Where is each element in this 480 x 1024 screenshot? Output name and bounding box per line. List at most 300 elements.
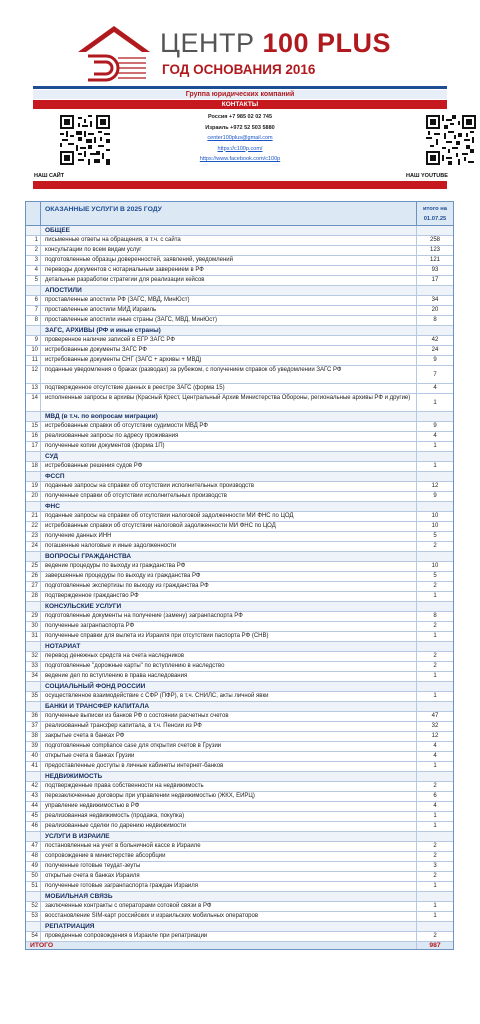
row-value: 4 — [433, 753, 437, 759]
facebook-link[interactable]: https://www.facebook.com/c100p — [199, 156, 281, 162]
table-total-header: итого на 01.07.25 — [422, 206, 448, 222]
row-text: реализованный трансфер капитала, в т.ч. Пенсии из РФ — [41, 722, 417, 731]
row-value: 1 — [433, 913, 437, 919]
section-header-row — [26, 226, 453, 236]
row-text: подготовленные документы на получение (замену) загранпаспорта РФ — [41, 612, 417, 621]
group-banner: Группа юридических компаний — [33, 90, 447, 99]
table-row — [26, 542, 453, 552]
table-row — [26, 692, 453, 702]
row-text: истребованные справки об отсутствии судимости МВД РФ — [41, 422, 417, 431]
row-text: переводы документов с нотариальным заверением в РФ — [41, 266, 417, 275]
table-row — [26, 882, 453, 892]
row-value: 12 — [431, 483, 439, 489]
table-row — [26, 802, 453, 812]
row-text: ведение дел по вступлению в права наследования — [41, 672, 417, 681]
table-row — [26, 862, 453, 872]
row-text: полученные справки об отсутствии исполнительных производств — [41, 492, 417, 501]
row-number: 9 — [26, 336, 41, 345]
row-number: 27 — [26, 582, 41, 591]
section-header-row — [26, 702, 453, 712]
table-row — [26, 822, 453, 832]
row-number: 23 — [26, 532, 41, 541]
row-number: 11 — [26, 356, 41, 365]
section-header-row — [26, 552, 453, 562]
row-value: 4 — [433, 803, 437, 809]
row-value — [417, 642, 453, 651]
row-text: заключенные контракты с операторами сотовой связи в РФ — [41, 902, 417, 911]
row-value — [417, 892, 453, 901]
row-text: подготовленные compliance case для открытия счетов в Грузии — [41, 742, 417, 751]
row-number: 18 — [26, 462, 41, 471]
qr-site-label: НАШ САЙТ — [34, 173, 65, 179]
section-title: ОБЩЕЕ — [41, 226, 417, 235]
row-text: постановленные на учет в больничной кассе в Израиле — [41, 842, 417, 851]
total-value: 987 — [429, 942, 441, 949]
table-row — [26, 296, 453, 306]
row-value: 1 — [433, 400, 437, 406]
row-value: 1 — [433, 593, 437, 599]
row-number: 12 — [26, 366, 41, 383]
row-number: 46 — [26, 822, 41, 831]
row-value: 4 — [433, 743, 437, 749]
row-number: 21 — [26, 512, 41, 521]
row-text: реализованные сделки по дарению недвижимости — [41, 822, 417, 831]
row-text: проставленные апостили МИД Израиль — [41, 306, 417, 315]
table-row — [26, 792, 453, 802]
table-row — [26, 852, 453, 862]
row-value: 93 — [431, 267, 439, 273]
row-number: 28 — [26, 592, 41, 601]
table-row — [26, 422, 453, 432]
row-value: 8 — [433, 317, 437, 323]
table-row — [26, 652, 453, 662]
row-value: 2 — [433, 653, 437, 659]
row-text: подготовленные "дорожные карты" по вступлению в наследство — [41, 662, 417, 671]
section-title: НОТАРИАТ — [41, 642, 417, 651]
row-text: подготовленные образцы доверенностей, заявлений, уведомлений — [41, 256, 417, 265]
row-number: 45 — [26, 812, 41, 821]
total-label: ИТОГО — [26, 942, 417, 949]
row-number: 35 — [26, 692, 41, 701]
row-text: истребованные документы ЗАГС РФ — [41, 346, 417, 355]
row-value: 3 — [433, 863, 437, 869]
table-row — [26, 384, 453, 394]
row-text: подтвержденное отсутствие данных в реестре ЗАГС (форма 15) — [41, 384, 417, 393]
row-number — [26, 226, 41, 235]
row-number: 8 — [26, 316, 41, 325]
row-number: 49 — [26, 862, 41, 871]
section-header-row — [26, 892, 453, 902]
row-value — [417, 832, 453, 841]
row-number: 29 — [26, 612, 41, 621]
row-text: подтвержденные права собственности на недвижимость — [41, 782, 417, 791]
table-row — [26, 932, 453, 942]
section-title: АПОСТИЛИ — [41, 286, 417, 295]
row-text: ведение процедуры по выходу из гражданства РФ — [41, 562, 417, 571]
row-value — [417, 412, 453, 421]
row-number: 52 — [26, 902, 41, 911]
row-value: 1 — [433, 763, 437, 769]
row-value — [417, 452, 453, 461]
row-value — [417, 472, 453, 481]
table-row — [26, 442, 453, 452]
row-value: 1 — [433, 633, 437, 639]
services-table — [25, 201, 454, 950]
row-value: 2 — [433, 933, 437, 939]
table-row — [26, 762, 453, 772]
row-number: 37 — [26, 722, 41, 731]
email-link[interactable]: center100plus@gmail.com — [207, 135, 273, 141]
table-row — [26, 482, 453, 492]
row-number — [26, 602, 41, 611]
row-number — [26, 702, 41, 711]
section-title: ЗАГС, АРХИВЫ (РФ и иные страны) — [41, 326, 417, 335]
row-value: 258 — [429, 237, 440, 243]
row-number — [26, 642, 41, 651]
section-title: ВОПРОСЫ ГРАЖДАНСТВА — [41, 552, 417, 561]
row-text: консультации по всем видам услуг — [41, 246, 417, 255]
section-header-row — [26, 922, 453, 932]
row-value: 9 — [433, 493, 437, 499]
row-number: 13 — [26, 384, 41, 393]
row-text: полученные загранпаспорта РФ — [41, 622, 417, 631]
section-title: ФНС — [41, 502, 417, 511]
row-text: истребованные решения судов РФ — [41, 462, 417, 471]
row-value: 8 — [433, 613, 437, 619]
row-number: 10 — [26, 346, 41, 355]
row-number: 19 — [26, 482, 41, 491]
row-value — [417, 682, 453, 691]
row-number — [26, 682, 41, 691]
row-number: 7 — [26, 306, 41, 315]
row-number: 53 — [26, 912, 41, 921]
site-link[interactable]: https://c100p.com/ — [217, 145, 263, 152]
table-row — [26, 622, 453, 632]
table-title: ОКАЗАННЫЕ УСЛУГИ В 2025 ГОДУ — [41, 202, 417, 225]
row-value: 5 — [433, 573, 437, 579]
row-number: 36 — [26, 712, 41, 721]
table-row — [26, 722, 453, 732]
row-value: 4 — [433, 433, 437, 439]
qr-youtube-label: НАШ YOUTUBE — [406, 173, 448, 179]
contacts-banner: КОНТАКТЫ — [33, 100, 447, 109]
section-header-row — [26, 286, 453, 296]
row-value — [417, 772, 453, 781]
row-value: 1 — [433, 883, 437, 889]
row-number: 32 — [26, 652, 41, 661]
row-value — [417, 502, 453, 511]
row-value — [417, 552, 453, 561]
row-text: полученные выписки из банков РФ о состоянии расчетных счетов — [41, 712, 417, 721]
table-row — [26, 662, 453, 672]
section-title: УСЛУГИ В ИЗРАИЛЕ — [41, 832, 417, 841]
section-header-row — [26, 642, 453, 652]
row-number: 41 — [26, 762, 41, 771]
table-row — [26, 732, 453, 742]
row-text: полученные справки для вылета из Израиля при отсутствии паспорта РФ (СНВ) — [41, 632, 417, 641]
row-value: 9 — [433, 357, 437, 363]
row-number: 43 — [26, 792, 41, 801]
section-header-row — [26, 452, 453, 462]
section-title: МВД (в т.ч. по вопросам миграции) — [41, 412, 417, 421]
row-number: 17 — [26, 442, 41, 451]
table-row — [26, 266, 453, 276]
row-number: 47 — [26, 842, 41, 851]
row-number — [26, 892, 41, 901]
table-row — [26, 582, 453, 592]
row-text: поданные запросы на справки об отсутствии налоговой задолженности МИ ФНС по ЦОД — [41, 512, 417, 521]
row-text: открытые счета в банках Грузии — [41, 752, 417, 761]
row-value: 2 — [433, 663, 437, 669]
table-row — [26, 632, 453, 642]
divider-bar — [33, 86, 447, 89]
row-number: 16 — [26, 432, 41, 441]
row-value: 24 — [431, 347, 439, 353]
table-row — [26, 432, 453, 442]
row-text: полученные готовые теудат-зеуты — [41, 862, 417, 871]
row-number: 26 — [26, 572, 41, 581]
divider-bar-red — [33, 181, 447, 189]
row-text: поданные запросы на справки об отсутствии исполнительных производств — [41, 482, 417, 491]
row-text: проставленные апостили иные страны (ЗАГС, МВД, МинЮст) — [41, 316, 417, 325]
table-row — [26, 356, 453, 366]
row-number: 30 — [26, 622, 41, 631]
row-value: 34 — [431, 297, 439, 303]
row-text: подготовленные экспертизы по выходу из гражданства РФ — [41, 582, 417, 591]
qr-youtube-icon[interactable] — [426, 115, 476, 165]
row-text: поданные уведомления о браках (разводах) за рубежом, с получением справок об уведомлении ЗАГС РФ — [41, 366, 417, 383]
row-number — [26, 552, 41, 561]
row-number — [26, 502, 41, 511]
table-row — [26, 394, 453, 412]
row-number — [26, 922, 41, 931]
row-number: 38 — [26, 732, 41, 741]
row-value: 2 — [433, 853, 437, 859]
row-number: 14 — [26, 394, 41, 411]
table-row — [26, 672, 453, 682]
row-text: закрытые счета в банках РФ — [41, 732, 417, 741]
row-text: сопровождение в министерстве абсорбции — [41, 852, 417, 861]
row-value: 10 — [431, 563, 439, 569]
row-number: 33 — [26, 662, 41, 671]
founded-year: ГОД ОСНОВАНИЯ 2016 — [162, 62, 316, 77]
row-number: 50 — [26, 872, 41, 881]
row-text: проверенное наличие записей в ЕГР ЗАГС РФ — [41, 336, 417, 345]
row-value: 17 — [431, 277, 439, 283]
section-header-row — [26, 832, 453, 842]
section-title: МОБИЛЬНАЯ СВЯЗЬ — [41, 892, 417, 901]
row-number — [26, 472, 41, 481]
row-value: 123 — [429, 247, 440, 253]
row-text: перевод денежных средств на счета наследников — [41, 652, 417, 661]
row-value: 1 — [433, 693, 437, 699]
row-number: 44 — [26, 802, 41, 811]
row-number: 51 — [26, 882, 41, 891]
row-value: 6 — [433, 793, 437, 799]
section-header-row — [26, 326, 453, 336]
row-value: 9 — [433, 423, 437, 429]
table-row — [26, 902, 453, 912]
row-number: 25 — [26, 562, 41, 571]
section-title: БАНКИ И ТРАНСФЕР КАПИТАЛА — [41, 702, 417, 711]
table-row — [26, 522, 453, 532]
row-number — [26, 326, 41, 335]
row-number: 48 — [26, 852, 41, 861]
table-row — [26, 532, 453, 542]
section-header-row — [26, 682, 453, 692]
table-row — [26, 276, 453, 286]
row-value — [417, 286, 453, 295]
row-number — [26, 832, 41, 841]
row-text: перезаключенные договоры при управлении недвижимостью (ЖКХ, ЕИРЦ) — [41, 792, 417, 801]
row-value: 1 — [433, 903, 437, 909]
row-number: 1 — [26, 236, 41, 245]
table-row — [26, 842, 453, 852]
row-text: полученные готовые загранпаспорта граждан Израиля — [41, 882, 417, 891]
table-total-row — [26, 942, 453, 949]
row-value: 2 — [433, 783, 437, 789]
row-text: реализованные запросы по адресу проживания — [41, 432, 417, 441]
row-value: 42 — [431, 337, 439, 343]
row-number: 40 — [26, 752, 41, 761]
brand-word1: ЦЕНТР — [160, 28, 255, 58]
row-value: 10 — [431, 513, 439, 519]
section-title: СУД — [41, 452, 417, 461]
row-number: 6 — [26, 296, 41, 305]
row-value: 1 — [433, 673, 437, 679]
logo-house-icon — [74, 22, 154, 86]
table-row — [26, 366, 453, 384]
row-text: предоставленные доступы в личные кабинеты интернет-банков — [41, 762, 417, 771]
row-value: 12 — [431, 733, 439, 739]
table-row — [26, 612, 453, 622]
row-value: 32 — [431, 723, 439, 729]
row-value: 1 — [433, 443, 437, 449]
row-value — [417, 602, 453, 611]
row-text: подтвержденное гражданство РФ — [41, 592, 417, 601]
brand-word2: 100 PLUS — [262, 28, 392, 58]
table-body — [26, 226, 453, 942]
section-header-row — [26, 412, 453, 422]
table-row — [26, 712, 453, 722]
row-number — [26, 772, 41, 781]
row-value: 2 — [433, 873, 437, 879]
row-value: 5 — [433, 533, 437, 539]
row-value — [417, 702, 453, 711]
row-number: 2 — [26, 246, 41, 255]
table-row — [26, 306, 453, 316]
row-number — [26, 286, 41, 295]
qr-site-icon[interactable] — [60, 115, 110, 165]
row-number: 39 — [26, 742, 41, 751]
row-text: исполненные запросы в архивы (Красный Крест, Центральный Архив Министерства Обороны, региональные архивы РФ и другие) — [41, 394, 417, 411]
table-row — [26, 462, 453, 472]
row-number: 20 — [26, 492, 41, 501]
table-row — [26, 592, 453, 602]
row-value: 2 — [433, 623, 437, 629]
section-title: КОНСУЛЬСКИЕ УСЛУГИ — [41, 602, 417, 611]
brand-name — [160, 28, 391, 59]
table-row — [26, 512, 453, 522]
section-header-row — [26, 472, 453, 482]
row-value: 2 — [433, 543, 437, 549]
row-value: 2 — [433, 843, 437, 849]
row-text: истребованные справки об отсутствии налоговой задолженности МИ ФНС по ЦОД — [41, 522, 417, 531]
row-value: 1 — [433, 823, 437, 829]
row-text: полученные копии документов (форма 1П) — [41, 442, 417, 451]
row-value — [417, 922, 453, 931]
table-row — [26, 752, 453, 762]
phone-israel[interactable]: Израиль +972 52 503 5880 — [205, 124, 275, 131]
row-value: 1 — [433, 463, 437, 469]
table-row — [26, 742, 453, 752]
row-text: погашенные налоговые и иные задолженности — [41, 542, 417, 551]
row-text: восстановление SIM-карт российских и израильских мобильных операторов — [41, 912, 417, 921]
table-row — [26, 246, 453, 256]
row-value — [417, 326, 453, 335]
table-row — [26, 236, 453, 246]
row-number: 15 — [26, 422, 41, 431]
row-value — [417, 226, 453, 235]
row-value: 47 — [431, 713, 439, 719]
logo — [74, 22, 414, 86]
row-number — [26, 412, 41, 421]
phone-russia[interactable]: Россия +7 985 02 02 745 — [207, 114, 273, 120]
row-text: получение данных ИНН — [41, 532, 417, 541]
row-value: 4 — [433, 385, 437, 391]
section-title: ФССП — [41, 472, 417, 481]
table-row — [26, 572, 453, 582]
row-text: проставленные апостили РФ (ЗАГС, МВД, МинЮст) — [41, 296, 417, 305]
row-number: 3 — [26, 256, 41, 265]
row-number: 5 — [26, 276, 41, 285]
row-text: осуществленное взаимодействие с СФР (ПФР), в т.ч. СНИЛС, акты личной явки — [41, 692, 417, 701]
table-header — [26, 202, 453, 226]
row-value: 1 — [433, 813, 437, 819]
row-text: детальные разработки стратегии для реализации кейсов — [41, 276, 417, 285]
row-number: 34 — [26, 672, 41, 681]
row-value: 10 — [431, 523, 439, 529]
row-text: письменные ответы на обращения, в т.ч. с сайта — [41, 236, 417, 245]
section-title: РЕПАТРИАЦИЯ — [41, 922, 417, 931]
table-row — [26, 812, 453, 822]
section-title: НЕДВИЖИМОСТЬ — [41, 772, 417, 781]
row-text: завершенные процедуры по выходу из гражданства РФ — [41, 572, 417, 581]
table-row — [26, 336, 453, 346]
row-value: 121 — [429, 257, 440, 263]
row-text: управление недвижимостью в РФ — [41, 802, 417, 811]
row-value: 2 — [433, 583, 437, 589]
row-number: 4 — [26, 266, 41, 275]
row-text: истребованные документы СНГ (ЗАГС + архивы + МВД) — [41, 356, 417, 365]
section-header-row — [26, 602, 453, 612]
table-row — [26, 872, 453, 882]
row-text: реализованная недвижимость (продажа, покупка) — [41, 812, 417, 821]
row-text: открытые счета в банках Израиля — [41, 872, 417, 881]
table-row — [26, 316, 453, 326]
row-value: 20 — [431, 307, 439, 313]
row-number — [26, 452, 41, 461]
section-header-row — [26, 502, 453, 512]
row-number: 42 — [26, 782, 41, 791]
row-number: 54 — [26, 932, 41, 941]
row-number: 31 — [26, 632, 41, 641]
table-row — [26, 256, 453, 266]
row-number: 22 — [26, 522, 41, 531]
table-row — [26, 346, 453, 356]
row-text: проведенные сопровождения в Израиле при репатриации — [41, 932, 417, 941]
row-number: 24 — [26, 542, 41, 551]
